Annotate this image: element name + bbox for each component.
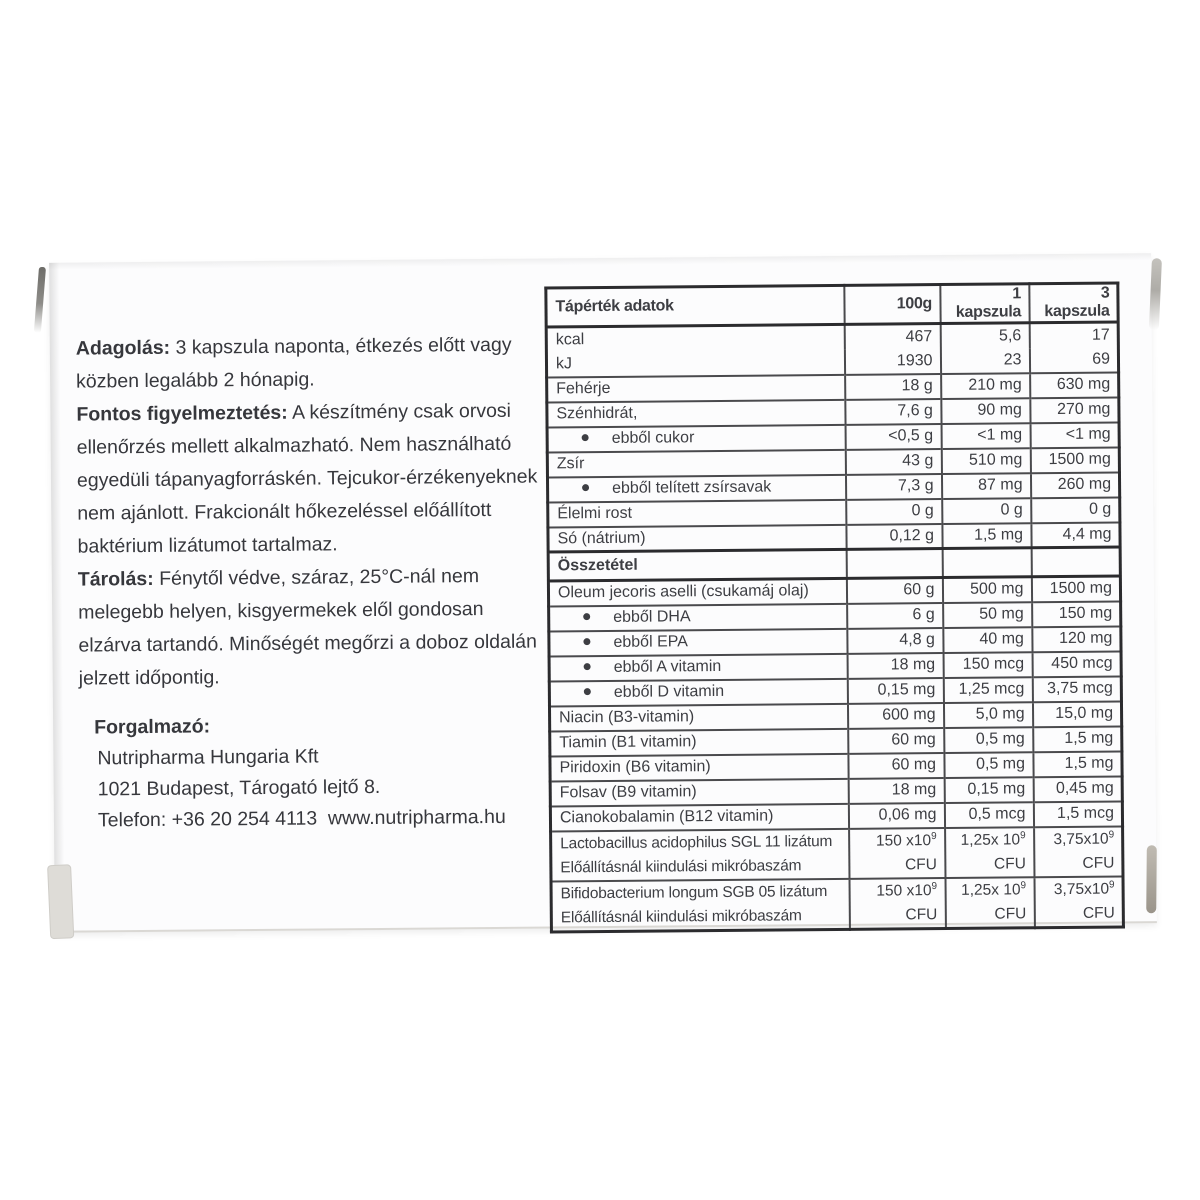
warning-paragraph (76, 394, 582, 563)
storage-paragraph (78, 559, 584, 695)
box-crease-bottom-right (1146, 845, 1157, 913)
row-label: Szénhidrát, (556, 404, 638, 423)
product-box (49, 253, 1157, 933)
bullet-icon (584, 688, 591, 695)
row-label (549, 628, 847, 656)
value-cell: 450 mcg (1032, 651, 1121, 677)
value-cell: 3,75 mcg (1032, 676, 1121, 702)
bullet-icon (582, 434, 589, 441)
value-cell: 510 mg (941, 448, 1030, 474)
distributor-name: Nutripharma Hungaria Kft (97, 745, 319, 770)
value-cell: 600 mg (847, 703, 943, 729)
dosage-label: Adagolás: (75, 336, 171, 360)
value-cell: 270 mg (1030, 397, 1119, 423)
value-cell: 630 mg (1030, 372, 1119, 398)
value-cell: 0,45 mg (1033, 776, 1122, 802)
value-cell (849, 828, 945, 879)
value-cell: 60 g (846, 578, 942, 604)
value-unit: CFU (994, 904, 1027, 923)
row-label (551, 878, 849, 931)
row-label-text: ebből DHA (613, 608, 691, 626)
value-cell: 0,12 g (846, 524, 942, 550)
value-cell: 150 mcg (943, 652, 1032, 678)
value-cell: 43 g (845, 449, 941, 475)
value-cell: 18 g (845, 374, 941, 400)
col-header-100g: 100g (844, 285, 940, 325)
row-label: Fehérje (556, 379, 611, 398)
row-label: Cianokobalamin (B12 vitamin) (559, 807, 774, 827)
value-cell: 210 mg (941, 373, 1030, 399)
row-label: Piridoxin (B6 vitamin) (559, 758, 711, 777)
empty-cell (846, 549, 942, 579)
value-exponent: 9 (1108, 878, 1115, 890)
value-unit: CFU (993, 854, 1026, 873)
distributor-address: 1021 Budapest, Tárogató lejtő 8. (97, 775, 381, 801)
value-exponent: 9 (1020, 829, 1026, 841)
value-base: 1,25x 10 (960, 880, 1021, 899)
row-label (549, 603, 847, 631)
table-header-row (546, 283, 1118, 327)
value-cell: <0,5 g (845, 424, 941, 450)
value-cell (1034, 876, 1123, 927)
row-label-text: ebből A vitamin (613, 657, 722, 676)
value-cell: 4,8 g (847, 628, 943, 654)
bullet-icon (584, 663, 591, 670)
value-exponent: 9 (1020, 879, 1027, 891)
value-cell: 467 (844, 324, 940, 350)
row-label-line2: Előállításnál kiindulási mikróbaszám (560, 906, 802, 926)
nutrition-table (544, 281, 1125, 932)
row-label (547, 474, 845, 502)
value-exponent: 9 (931, 830, 937, 842)
value-cell: 18 mg (847, 653, 943, 679)
value-cell: 6 g (847, 603, 943, 629)
value-cell: 60 mg (848, 753, 944, 779)
empty-cell (1031, 547, 1120, 577)
value-cell: 150 mg (1032, 601, 1121, 627)
value-cell: 1,5 mg (1033, 726, 1122, 752)
row-label-text: ebből telített zsírsavak (612, 478, 772, 497)
section-title: Összetétel (557, 556, 638, 575)
value-cell: 1500 mg (1030, 447, 1119, 473)
value-cell: 500 mg (942, 577, 1031, 603)
storage-text: Fénytől védve, száraz, 25°C-nál nem melegebb helyen, kisgyermekek elől gondosan elzárva tartandó. Minőségét megőrzi a doboz oldalán jelzett időpontig. (78, 565, 538, 690)
value-cell (849, 878, 945, 929)
value-cell: 0,15 mg (847, 678, 943, 704)
value-cell: 1500 mg (1031, 576, 1120, 602)
value-base: 3,75x10 (1053, 830, 1109, 848)
value-cell: <1 mg (1030, 422, 1119, 448)
value-cell: 0,06 mg (848, 803, 944, 829)
row-label: kJ (555, 354, 573, 372)
value-cell: 7,6 g (845, 399, 941, 425)
value-cell: 0 g (942, 498, 1031, 524)
row-label (547, 424, 845, 452)
empty-cell (942, 548, 1031, 578)
bullet-icon (583, 638, 590, 645)
row-label (551, 828, 849, 881)
value-cell: <1 mg (941, 423, 1030, 449)
value-cell (1034, 826, 1123, 877)
value-cell: 1,25 mcg (943, 677, 1032, 703)
value-cell: 17 (1029, 322, 1118, 348)
value-cell: 1930 (844, 349, 940, 375)
warning-label: Fontos figyelmeztetés: (76, 401, 288, 426)
box-flap-bottom-left (47, 864, 74, 939)
box-crease-top-right (1149, 258, 1162, 330)
value-cell: 5,0 mg (943, 702, 1032, 728)
box-flap-top-left (34, 267, 46, 333)
distributor-label: Forgalmazó: (94, 715, 211, 739)
value-cell: 50 mg (943, 602, 1032, 628)
value-cell: 0 g (846, 499, 942, 525)
value-cell: 7,3 g (845, 474, 941, 500)
row-label: Tiamin (B1 vitamin) (559, 733, 697, 752)
value-unit: CFU (1082, 854, 1115, 872)
row-label-line2: Előállításnál kiindulási mikróbaszám (560, 856, 802, 876)
warning-text: A készítmény csak orvosi ellenőrzés mellett alkalmazható. Nem használható egyedüli tápanyagforráskén. Tejcukor-érzékenyeknek nem ajánlott. Frakcionált hőkezeléssel előállított baktérium lizátumot tartalmaz. (76, 399, 538, 558)
value-cell: 87 mg (941, 473, 1030, 499)
value-cell: 1,5 mcg (1033, 801, 1122, 827)
value-cell: 1,5 mg (942, 523, 1031, 549)
table-row (551, 876, 1123, 931)
value-cell: 0,5 mcg (944, 802, 1033, 828)
row-label: Élelmi rost (557, 504, 633, 523)
value-cell: 0,5 mg (944, 727, 1033, 753)
value-cell: 69 (1029, 347, 1118, 373)
value-cell: 60 mg (848, 728, 944, 754)
storage-label: Tárolás: (77, 567, 154, 591)
row-label-text: ebből EPA (613, 633, 688, 651)
row-label: Folsav (B9 vitamin) (559, 783, 697, 802)
value-cell: 4,4 mg (1031, 522, 1120, 548)
value-unit: CFU (905, 905, 938, 923)
value-cell: 1,5 mg (1033, 751, 1122, 777)
dosage-text: 3 kapszula naponta, étkezés előtt vagy közben legalább 2 hónapig. (76, 333, 512, 393)
col-header-3-kapszula: 3 kapszula (1029, 283, 1118, 323)
value-cell: 90 mg (941, 398, 1030, 424)
value-cell: 260 mg (1030, 472, 1119, 498)
value-cell: 120 mg (1032, 626, 1121, 652)
table-title: Tápérték adatok (555, 297, 674, 316)
nutrition-table-body (546, 283, 1124, 931)
row-label: kcal (555, 330, 585, 349)
dosage-paragraph (76, 328, 582, 398)
bullet-icon (582, 484, 589, 491)
value-cell: 0,15 mg (944, 777, 1033, 803)
value-cell: 0,5 mg (944, 752, 1033, 778)
value-exponent: 9 (931, 880, 938, 892)
row-label: Niacin (B3-vitamin) (559, 708, 695, 727)
value-cell: 5,6 (940, 323, 1029, 349)
value-cell (945, 877, 1034, 928)
row-label-text: ebből cukor (611, 429, 695, 447)
row-label-text: ebből D vitamin (613, 682, 725, 701)
row-label: Só (nátrium) (557, 529, 646, 548)
row-label: Oleum jecoris aselli (csukamáj olaj) (557, 582, 809, 602)
value-cell: 40 mg (943, 627, 1032, 653)
col-header-1-kapszula: 1 kapszula (940, 284, 1029, 324)
left-panel (76, 328, 585, 836)
row-label (549, 678, 847, 706)
value-cell: 0 g (1031, 497, 1120, 523)
value-base: 150 x10 (876, 881, 932, 900)
bullet-icon (583, 613, 590, 620)
value-unit: CFU (1082, 904, 1115, 922)
value-cell: 23 (940, 348, 1029, 374)
value-base: 150 x10 (875, 831, 932, 850)
row-label-line1: Lactobacillus acidophilus SGL 11 lizátum (560, 832, 833, 852)
value-unit: CFU (904, 855, 937, 873)
value-base: 3,75x10 (1053, 880, 1110, 898)
value-cell (945, 827, 1034, 878)
distributor-block (94, 708, 585, 836)
value-cell: 15,0 mg (1032, 701, 1121, 727)
row-label: Zsír (556, 455, 585, 473)
distributor-phone-web: Telefon: +36 20 254 4113 www.nutripharma.hu (97, 805, 506, 832)
row-label-line1: Bifidobacterium longum SGB 05 lizátum (560, 882, 828, 902)
row-label (549, 653, 847, 681)
value-cell: 18 mg (848, 778, 944, 804)
value-exponent: 9 (1108, 828, 1115, 840)
table-row (551, 826, 1123, 881)
value-base: 1,25x 10 (960, 830, 1021, 849)
